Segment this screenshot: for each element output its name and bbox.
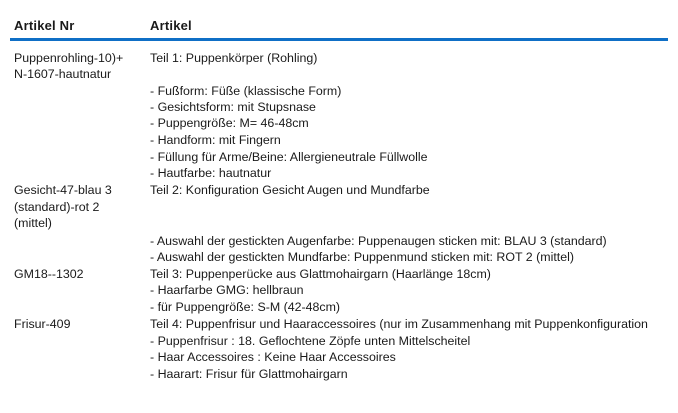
row4-detail: - Haarart: Frisur für Glattmohairgarn xyxy=(150,367,348,381)
header-article: Artikel xyxy=(150,18,192,33)
row3-title: Teil 3: Puppenperücke aus Glattmohairgarn (Haarlänge 18cm) xyxy=(150,267,491,281)
row1-article-number-line2: N-1607-hautnatur xyxy=(14,67,112,81)
row4-title: Teil 4: Puppenfrisur und Haaraccessoires (nur im Zusammenhang mit Puppenkonfiguration xyxy=(150,317,648,331)
row2-article-number-line3: (mittel) xyxy=(14,216,52,230)
row2-article-number-line2: (standard)-rot 2 xyxy=(14,200,100,214)
row3-detail: - für Puppengröße: S-M (42-48cm) xyxy=(150,300,341,314)
row4-detail: - Haar Accessoires : Keine Haar Accessoires xyxy=(150,350,396,364)
row1-detail: - Fußform: Füße (klassische Form) xyxy=(150,84,342,98)
row1-detail: - Puppengröße: M= 46-48cm xyxy=(150,116,309,130)
row1-title: Teil 1: Puppenkörper (Rohling) xyxy=(150,51,318,65)
row1-article-number-line1: Puppenrohling-10)+ xyxy=(14,51,124,65)
row1-detail: - Gesichtsform: mit Stupsnase xyxy=(150,100,316,114)
row2-detail: - Auswahl der gestickten Mundfarbe: Puppenmund sticken mit: ROT 2 (mittel) xyxy=(150,250,574,264)
row1-detail: - Füllung für Arme/Beine: Allergieneutrale Füllwolle xyxy=(150,150,428,164)
row1-detail: - Handform: mit Fingern xyxy=(150,133,281,147)
row4-article-number-line1: Frisur-409 xyxy=(14,317,71,331)
row2-article-number-line1: Gesicht-47-blau 3 xyxy=(14,183,112,197)
row3-detail: - Haarfarbe GMG: hellbraun xyxy=(150,283,304,297)
row3-article-number-line1: GM18--1302 xyxy=(14,267,84,281)
row2-detail: - Auswahl der gestickten Augenfarbe: Puppenaugen sticken mit: BLAU 3 (standard) xyxy=(150,234,607,248)
header-divider xyxy=(10,38,668,41)
row4-detail: - Puppenfrisur : 18. Geflochtene Zöpfe unten Mittelscheitel xyxy=(150,334,471,348)
row1-detail: - Hautfarbe: hautnatur xyxy=(150,166,272,180)
header-article-number: Artikel Nr xyxy=(14,18,75,33)
row2-title: Teil 2: Konfiguration Gesicht Augen und Mundfarbe xyxy=(150,183,430,197)
